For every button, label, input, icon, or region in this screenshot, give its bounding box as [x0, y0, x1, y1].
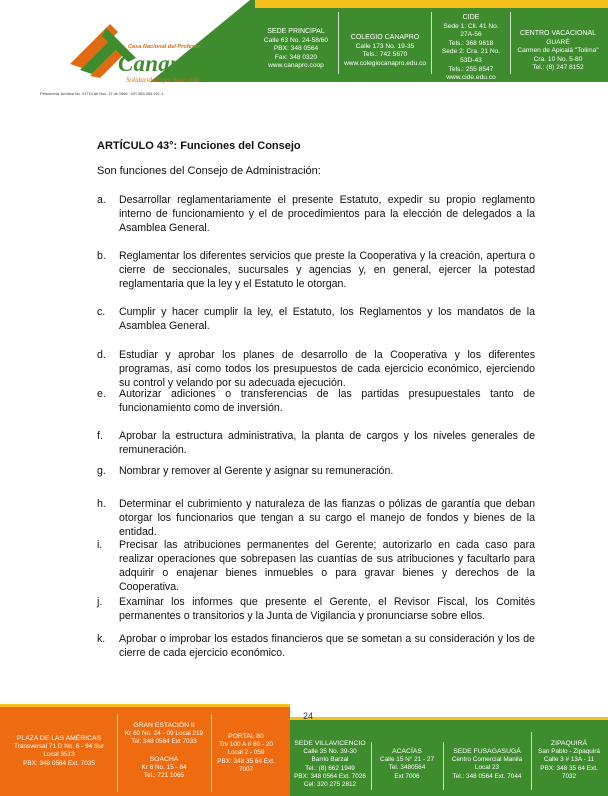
- list-item-text: Precisar las atribuciones permanentes del Gerente; autorizarlo en cada caso para realizar operaciones que sobrepasen las cuantías de sus atribuciones y facultarlo para adquirir o enajenar bienes inmuebles o para gravar bienes y derechos de la Cooperativa.: [119, 539, 535, 593]
- list-item: [97, 305, 535, 333]
- office-colegio-canapro: COLEGIO CANAPRO Calle 173 No. 19-35 Tels.: 742 5670 www.colegiocanapro.edu.co: [343, 34, 427, 67]
- logo-wordmark: Canapro: [118, 51, 203, 76]
- list-item-text: Reglamentar los diferentes servicios que preste la Cooperativa y la creación, apertura o cierre de seccionales, sucursales y agencias y, en general, ejercer la potestad reglamentaria que la ley y el Estatuto le otorgan.: [119, 250, 535, 290]
- list-item-text: Examinar los informes que presente el Gerente, el Revisor Fiscal, los Comités permanentes o transitorios y la Junta de Vigilancia y pronunciarse sobre ellos.: [119, 596, 535, 622]
- list-item: [97, 193, 535, 235]
- list-item-text: Aprobar la estructura administrativa, la planta de cargos y los niveles generales de remuneración.: [119, 430, 535, 456]
- legal-registration: Personería Jurídica No. 01710 de Nov. 17 de 1966 · NIT 860.005.921-1: [40, 91, 164, 96]
- list-item-letter: j.: [97, 596, 103, 608]
- list-item: [97, 429, 535, 457]
- office-plaza-americas: PLAZA DE LAS AMÉRICAS Transversal 71 D No. 6 - 94 Sur Local 3513 PBX: 348 0564 Ext. 7035: [14, 735, 104, 767]
- office-villavicencio: SEDE VILLAVICENCIO Calle 35 No. 39-30 Barrio Barzal Tel.: (8) 662 1949 PBX: 348 0564 Ext. 7026 Cel: 320 275 2812: [294, 740, 366, 789]
- list-item-letter: h.: [97, 498, 106, 510]
- footer-yellow-stripe: [0, 704, 290, 707]
- list-item-letter: i.: [97, 539, 103, 551]
- office-centro-vacacional: CENTRO VACACIONAL GUARÉ Carmen de Apicalá "Tolima" Cra. 10 No. 5-80 Tel.: (8) 247 8152: [517, 30, 599, 72]
- list-item-text: Cumplir y hacer cumplir la ley, el Estatuto, los Reglamentos y los mandatos de la Asamblea General.: [119, 306, 535, 332]
- list-item-letter: c.: [97, 306, 106, 318]
- page-number: 24: [303, 711, 314, 721]
- list-item-letter: g.: [97, 465, 106, 477]
- office-gran-estacion: GRAN ESTACIÓN II Kr 60 No. 24 - 09 Local 219 Tel: 348 0564 Ext 7033: [124, 722, 204, 746]
- article-intro: Son funciones del Consejo de Administración:: [97, 165, 321, 177]
- office-soacha: SOACHA Kr 6 No. 15 - 64 Tel.: 721 1065: [141, 756, 187, 780]
- list-item-letter: e.: [97, 388, 106, 400]
- list-item-text: Determinar el cubrimiento y naturaleza de las fianzas o pólizas de garantía que deban otorgar los funcionarios que tengan a su cargo el manejo de fondos y bienes de la entidad.: [119, 498, 535, 538]
- list-item: [97, 497, 535, 539]
- list-item-text: Aprobar o improbar los estados financieros que se sometan a su consideración y los de cierre de cada ejercicio económico.: [119, 633, 535, 659]
- list-item-text: Estudiar y aprobar los planes de desarrollo de la Cooperativa y los diferentes programas, así como todos los presupuestos de cada ejercicio económico, ejerciendo su control y velando por su adecuada ejecución.: [119, 349, 535, 389]
- list-item: [97, 464, 535, 478]
- footer-yellow-stripe: [290, 717, 608, 720]
- list-item: [97, 348, 535, 390]
- office-fusagasuga: SEDE FUSAGASUGÁ Centro Comercial Manila Local 23 Tel.: 348 0564 Ext. 7044: [451, 748, 523, 780]
- office-zipaquira: ZIPAQUIRÁ San Pablo - Zipaquirá Calle 3 # 13A - 11 PBX: 348 35 64 Ext. 7032: [538, 740, 600, 780]
- list-item-text: Desarrollar reglamentariamente el presente Estatuto, expedir su propio reglamento interno de funcionamiento y el de procedimientos para la elección de delegados a la Asamblea General.: [119, 194, 535, 234]
- logo-tagline-small: Casa Nacional del Profesor: [128, 44, 201, 50]
- list-item: [97, 538, 535, 594]
- office-portal-80: PORTAL 80 Trv 100 A # 80 - 20 Local 2 - 059 PBX: 348 35 64 Ext. 7007: [217, 733, 275, 773]
- header-yellow-stripe: [255, 0, 608, 8]
- list-item-letter: b.: [97, 250, 106, 262]
- list-item: [97, 632, 535, 660]
- office-sede-principal: SEDE PRINCIPAL Calle 63 No. 24-58/60 PBX: 348 0564 Fax: 348 0320 www.canapro.coop: [263, 28, 329, 70]
- list-item: [97, 387, 535, 415]
- list-item-text: Autorizar adiciones o transferencias de las partidas presupuestales tanto de funcionamiento como de inversión.: [119, 388, 535, 414]
- list-item-letter: k.: [97, 633, 106, 645]
- list-item-letter: f.: [97, 430, 103, 442]
- list-item: [97, 595, 535, 623]
- article-title: ARTÍCULO 43°: Funciones del Consejo: [97, 140, 301, 152]
- list-item-letter: a.: [97, 194, 106, 206]
- office-acacias: ACACÍAS Calle 15 N° 21 - 27 Tel. 3480564 Ext 7006: [379, 748, 435, 780]
- office-cide: CIDE Sede 1: Cll. 41 No. 27A-56 Tels.: 368 9618 Sede 2: Cra. 21 No. 53D-43 Tels.: 255 8547 www.cide.edu.co: [441, 14, 501, 82]
- list-item-text: Nombrar y remover al Gerente y asignar su remuneración.: [119, 465, 394, 477]
- logo-slogan: Solidaridad que hace vida: [126, 76, 200, 84]
- list-item: [97, 249, 535, 291]
- list-item-letter: d.: [97, 349, 106, 361]
